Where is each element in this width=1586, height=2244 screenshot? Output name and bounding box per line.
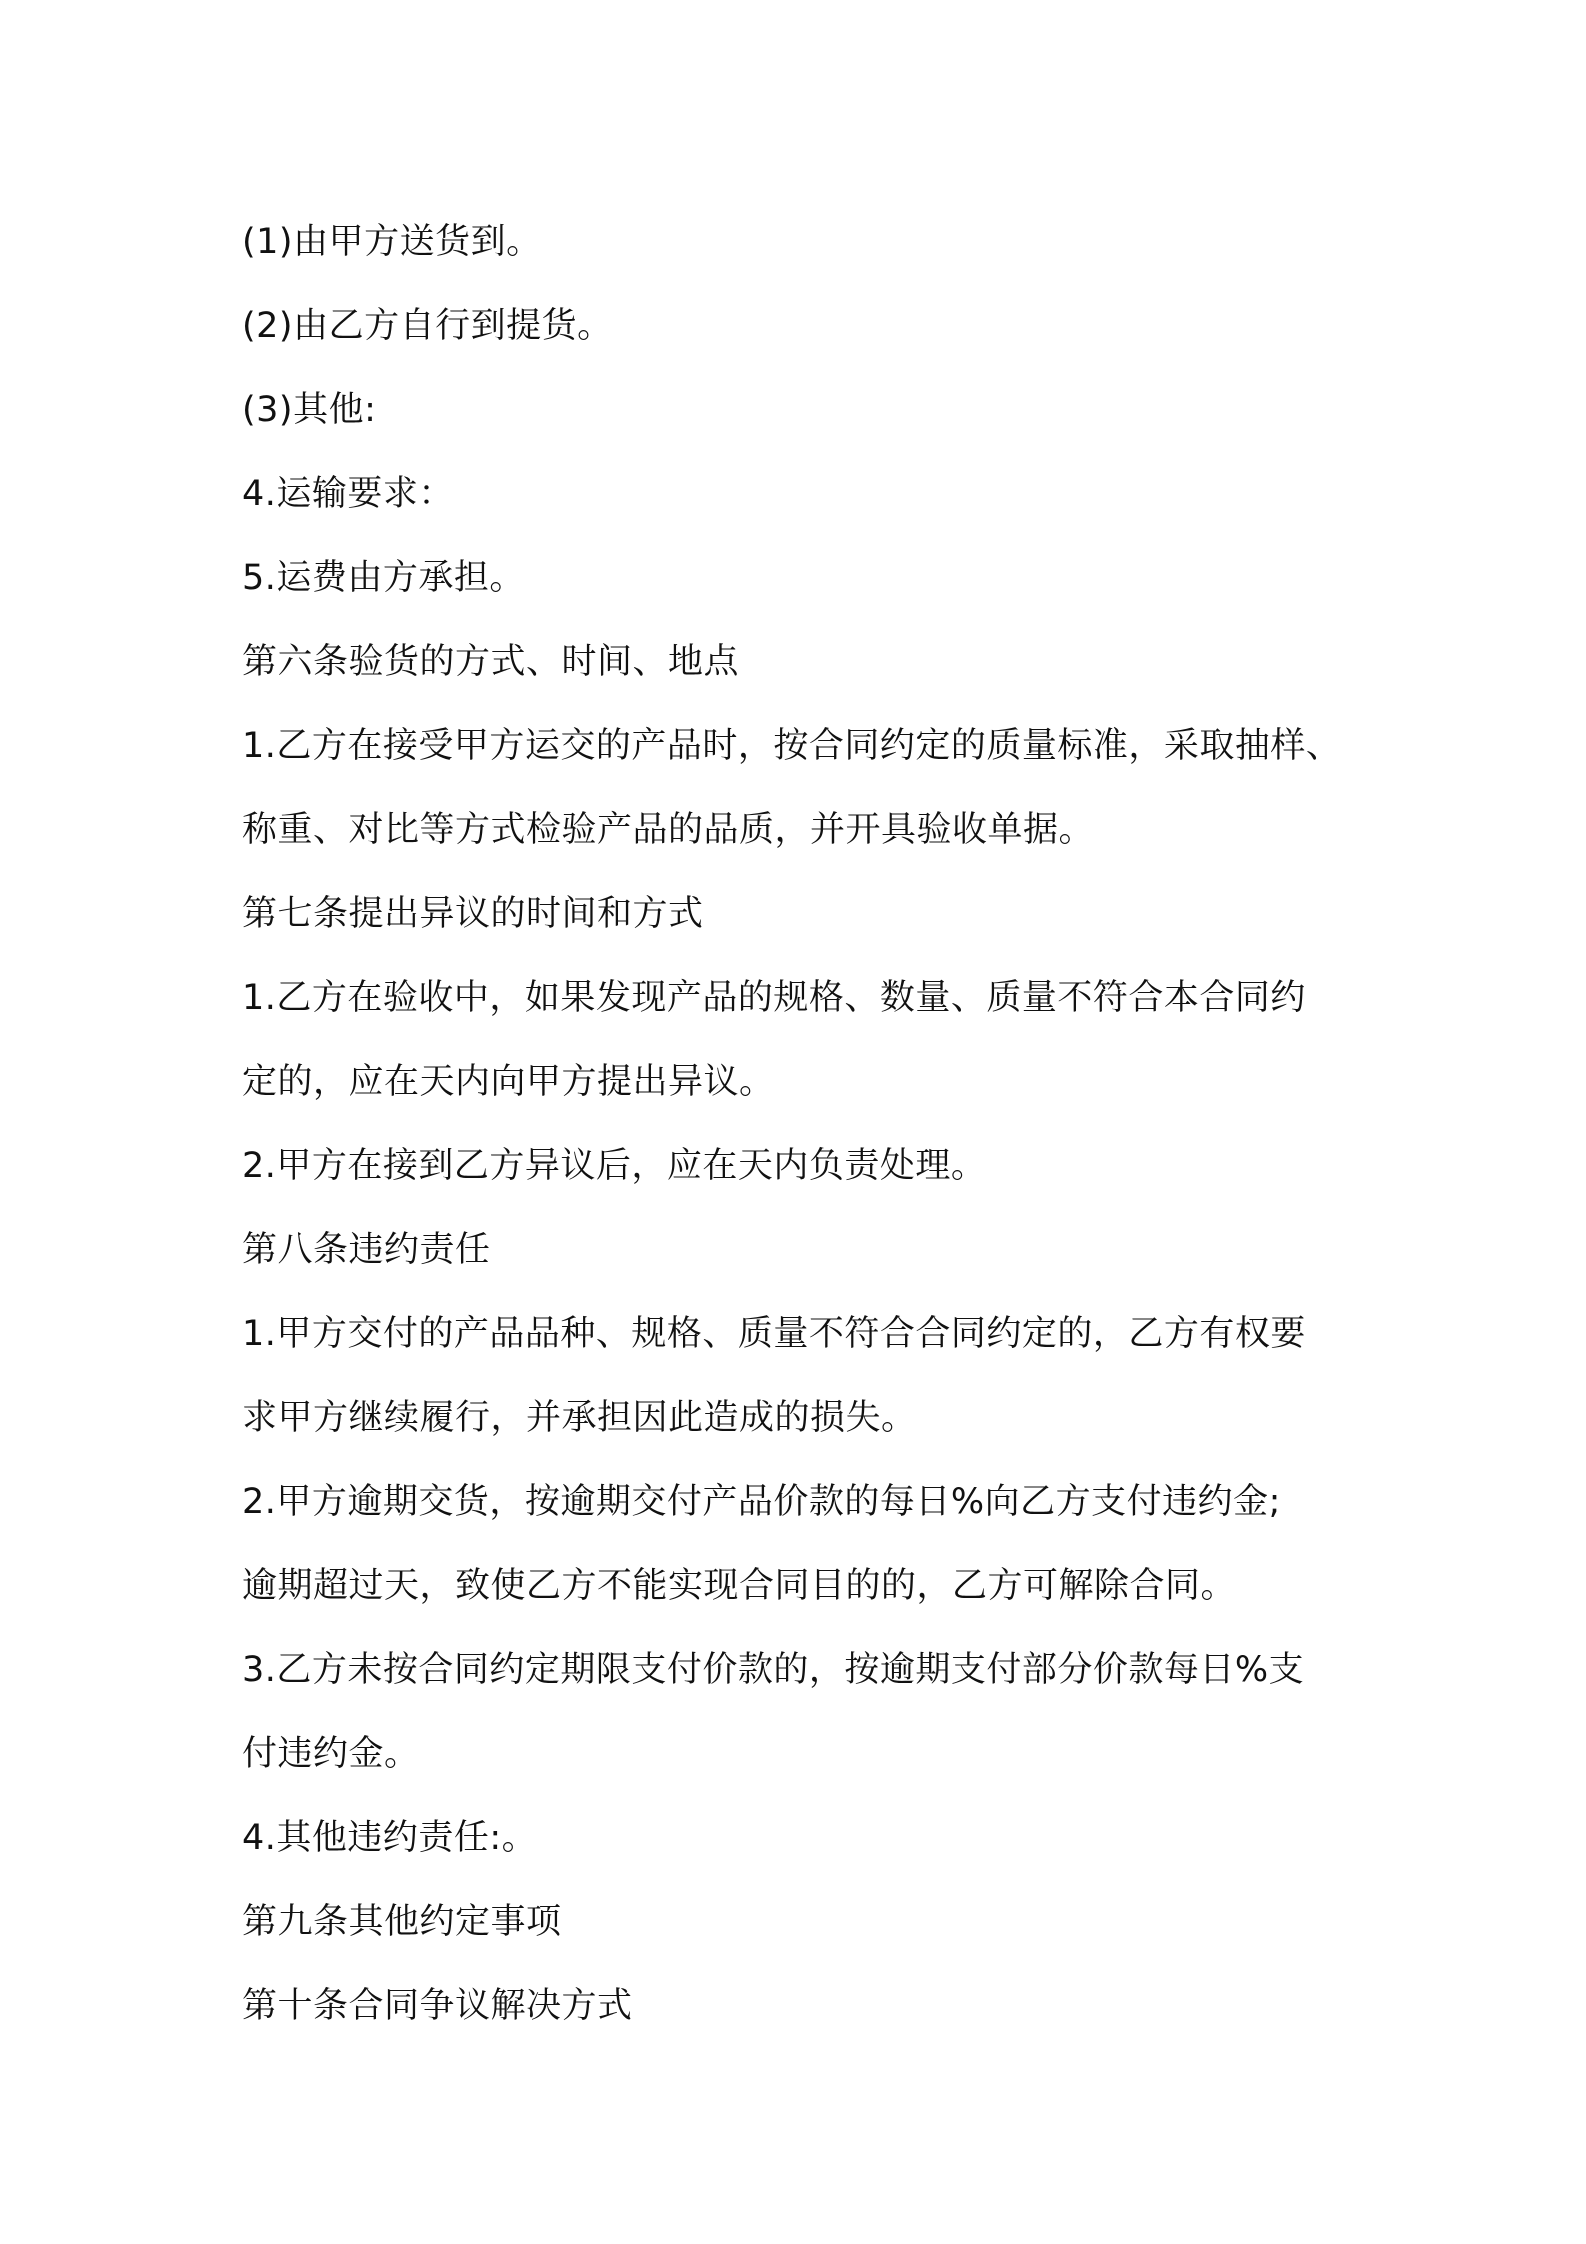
article-8-clause-3-line-2: 付违约金。 bbox=[242, 1734, 420, 1774]
article-8-heading: 第八条违约责任 bbox=[242, 1230, 491, 1270]
article-7-heading: 第七条提出异议的时间和方式 bbox=[242, 894, 704, 934]
article-10-heading: 第十条合同争议解决方式 bbox=[242, 1986, 633, 2026]
article-9-heading: 第九条其他约定事项 bbox=[242, 1902, 562, 1942]
article-7-clause-1-line-1: 1.乙方在验收中，如果发现产品的规格、数量、质量不符合本合同约 bbox=[242, 978, 1306, 1018]
article-6-heading: 第六条验货的方式、时间、地点 bbox=[242, 642, 740, 682]
article-8-clause-1-line-1: 1.甲方交付的产品品种、规格、质量不符合合同约定的，乙方有权要 bbox=[242, 1314, 1306, 1354]
article-8-clause-4: 4.其他违约责任:。 bbox=[242, 1818, 538, 1858]
article-8-clause-2-line-1: 2.甲方逾期交货，按逾期交付产品价款的每日%向乙方支付违约金; bbox=[242, 1482, 1281, 1522]
article-8-clause-3-line-1: 3.乙方未按合同约定期限支付价款的，按逾期支付部分价款每日%支 bbox=[242, 1650, 1305, 1690]
freight-bearer: 5.运费由方承担。 bbox=[242, 558, 525, 598]
transport-requirement: 4.运输要求： bbox=[242, 474, 454, 514]
article-8-clause-1-line-2: 求甲方继续履行，并承担因此造成的损失。 bbox=[242, 1398, 917, 1438]
article-6-clause-1-line-2: 称重、对比等方式检验产品的品质，并开具验收单据。 bbox=[242, 810, 1095, 850]
article-6-clause-1-line-1: 1.乙方在接受甲方运交的产品时，按合同约定的质量标准，采取抽样、 bbox=[242, 726, 1342, 766]
delivery-option-2: (2)由乙方自行到提货。 bbox=[242, 306, 613, 346]
delivery-option-1: (1)由甲方送货到。 bbox=[242, 222, 542, 262]
article-7-clause-1-line-2: 定的，应在天内向甲方提出异议。 bbox=[242, 1062, 775, 1102]
delivery-option-3: (3)其他: bbox=[242, 390, 377, 430]
article-8-clause-2-line-2: 逾期超过天，致使乙方不能实现合同目的的，乙方可解除合同。 bbox=[242, 1566, 1237, 1606]
article-7-clause-2: 2.甲方在接到乙方异议后，应在天内负责处理。 bbox=[242, 1146, 987, 1186]
document-body bbox=[242, 200, 1362, 2048]
